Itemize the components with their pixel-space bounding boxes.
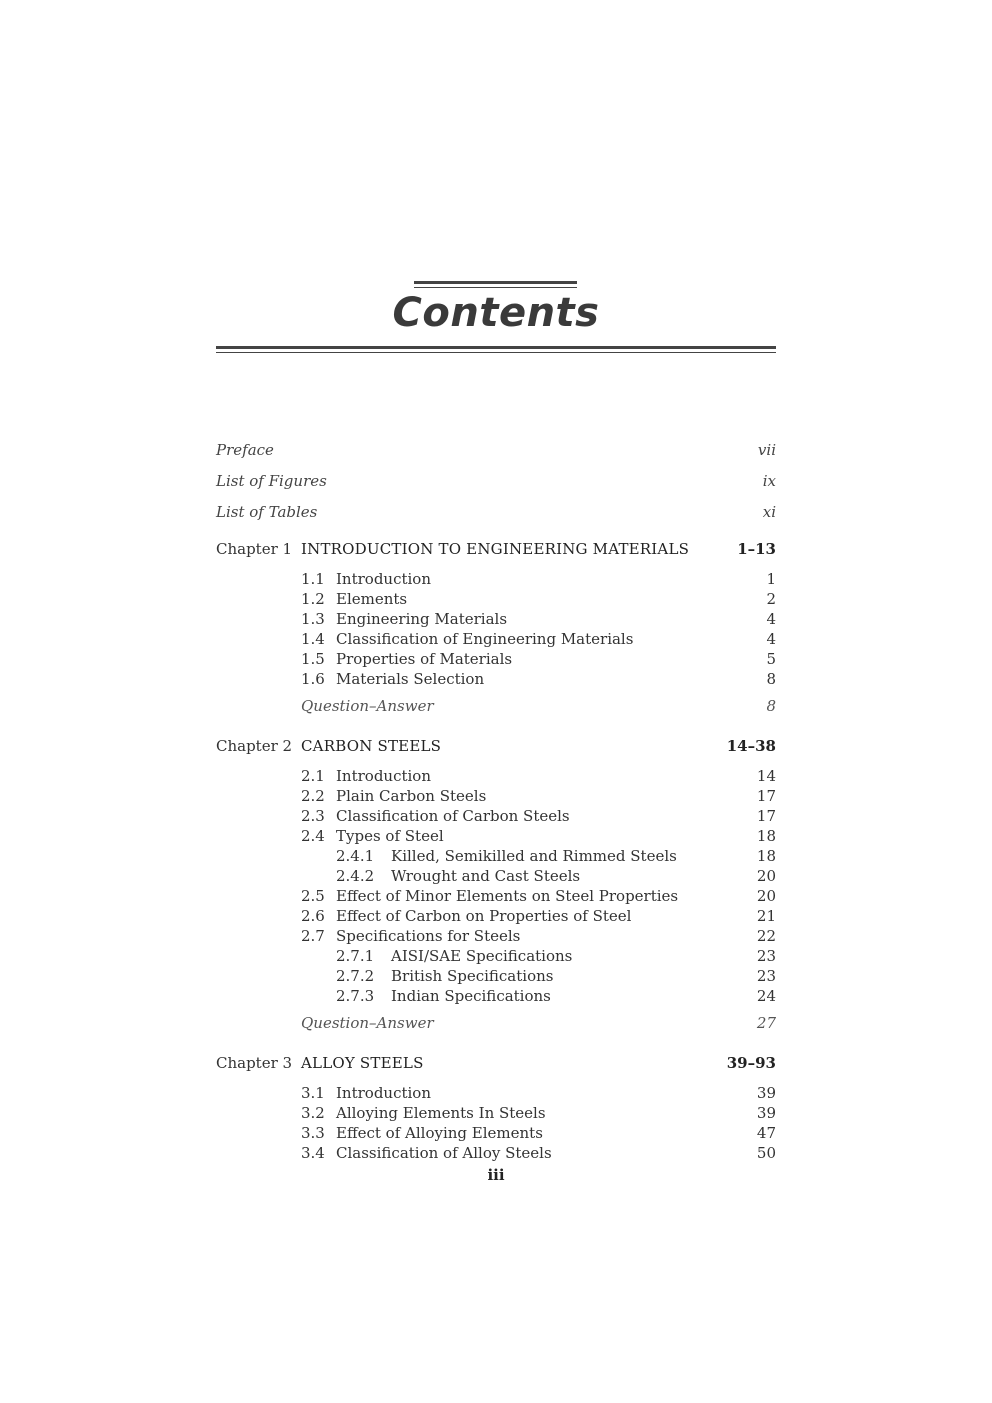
section-page: 5 — [766, 650, 776, 668]
chapter-title: INTRODUCTION TO ENGINEERING MATERIALS — [301, 540, 690, 558]
toc-front-matter-entry[interactable] — [216, 502, 776, 522]
section-page: 8 — [766, 670, 776, 688]
section-title: Effect of Carbon on Properties of Steel — [336, 907, 632, 925]
section-title: Specifications for Steels — [336, 927, 521, 945]
toc-section-entry[interactable] — [216, 826, 776, 846]
page-folio: iii — [487, 1166, 505, 1184]
section-page: 18 — [756, 847, 776, 865]
section-page: 50 — [756, 1144, 776, 1162]
chapter-title: CARBON STEELS — [301, 737, 442, 755]
front-matter-label: List of Figures — [216, 472, 327, 490]
toc-section-entry[interactable] — [216, 1083, 776, 1103]
section-page: 22 — [756, 927, 776, 945]
toc-subsection-entry[interactable] — [216, 846, 776, 866]
toc-subsection-entry[interactable] — [216, 946, 776, 966]
section-number: 2.4.2 — [336, 867, 375, 885]
section-title: Materials Selection — [336, 670, 485, 688]
section-title: Classification of Alloy Steels — [336, 1144, 552, 1162]
section-number: 3.2 — [301, 1104, 325, 1122]
section-title: Effect of Minor Elements on Steel Properties — [336, 887, 679, 905]
chapter-page-range: 39–93 — [726, 1054, 776, 1072]
toc-section-entry[interactable] — [216, 609, 776, 629]
toc-section-entry[interactable] — [216, 589, 776, 609]
section-number: 2.4 — [301, 827, 325, 845]
contents-page — [216, 0, 776, 1403]
toc-section-entry[interactable] — [216, 886, 776, 906]
chapter-page-range: 1–13 — [737, 540, 776, 558]
section-number: 3.4 — [301, 1144, 325, 1162]
section-number: 1.5 — [301, 650, 325, 668]
toc-question-answer-entry[interactable] — [216, 696, 776, 716]
toc-section-entry[interactable] — [216, 926, 776, 946]
chapter-label: Chapter 3 — [216, 1054, 293, 1072]
section-title: Engineering Materials — [336, 610, 508, 628]
section-page: 39 — [756, 1084, 776, 1102]
toc-chapter-heading[interactable] — [216, 539, 776, 559]
toc-section-entry[interactable] — [216, 806, 776, 826]
toc-section-entry[interactable] — [216, 786, 776, 806]
section-page: 39 — [756, 1104, 776, 1122]
section-title: Indian Specifications — [391, 987, 551, 1005]
chapter-page-range: 14–38 — [726, 737, 776, 755]
section-page: 2 — [766, 590, 776, 608]
question-answer-label: Question–Answer — [301, 697, 434, 715]
front-matter-label: List of Tables — [216, 503, 318, 521]
toc-section-entry[interactable] — [216, 569, 776, 589]
front-matter-page: vii — [757, 441, 776, 459]
section-page: 4 — [766, 630, 776, 648]
toc-front-matter-entry[interactable] — [216, 471, 776, 491]
section-title: Introduction — [336, 1084, 431, 1102]
section-page: 21 — [756, 907, 776, 925]
section-number: 2.7.1 — [336, 947, 375, 965]
section-title: Introduction — [336, 767, 431, 785]
question-answer-page: 27 — [756, 1014, 776, 1032]
section-number: 1.4 — [301, 630, 325, 648]
section-number: 2.7.2 — [336, 967, 375, 985]
section-title: AISI/SAE Specifications — [391, 947, 573, 965]
toc-section-entry[interactable] — [216, 1123, 776, 1143]
toc-section-entry[interactable] — [216, 906, 776, 926]
section-number: 2.7.3 — [336, 987, 375, 1005]
section-page: 1 — [766, 570, 776, 588]
section-page: 20 — [756, 887, 776, 905]
section-number: 2.1 — [301, 767, 325, 785]
toc-chapter-heading[interactable] — [216, 736, 776, 756]
section-number: 1.3 — [301, 610, 325, 628]
toc-section-entry[interactable] — [216, 649, 776, 669]
section-number: 2.4.1 — [336, 847, 375, 865]
title-top-rule — [414, 281, 577, 288]
section-title: Wrought and Cast Steels — [391, 867, 581, 885]
toc-section-entry[interactable] — [216, 669, 776, 689]
section-page: 4 — [766, 610, 776, 628]
section-title: Effect of Alloying Elements — [336, 1124, 543, 1142]
section-page: 14 — [756, 767, 776, 785]
section-number: 3.3 — [301, 1124, 325, 1142]
question-answer-page: 8 — [766, 697, 776, 715]
section-page: 20 — [756, 867, 776, 885]
section-number: 2.7 — [301, 927, 325, 945]
question-answer-label: Question–Answer — [301, 1014, 434, 1032]
section-page: 24 — [756, 987, 776, 1005]
section-number: 2.3 — [301, 807, 325, 825]
front-matter-page: xi — [762, 503, 776, 521]
chapter-label: Chapter 1 — [216, 540, 293, 558]
toc-section-entry[interactable] — [216, 1143, 776, 1163]
section-number: 1.2 — [301, 590, 325, 608]
section-page: 23 — [756, 947, 776, 965]
toc-section-entry[interactable] — [216, 766, 776, 786]
page-title: Contents — [392, 290, 600, 336]
title-bottom-rule — [216, 346, 776, 353]
section-page: 17 — [756, 787, 776, 805]
toc-chapter-heading[interactable] — [216, 1053, 776, 1073]
section-number: 2.2 — [301, 787, 325, 805]
section-number: 2.5 — [301, 887, 325, 905]
section-title: Elements — [336, 590, 408, 608]
section-title: Introduction — [336, 570, 431, 588]
toc-subsection-entry[interactable] — [216, 986, 776, 1006]
chapter-title: ALLOY STEELS — [301, 1054, 424, 1072]
section-title: Alloying Elements In Steels — [336, 1104, 546, 1122]
section-title: Plain Carbon Steels — [336, 787, 487, 805]
toc-subsection-entry[interactable] — [216, 966, 776, 986]
section-number: 1.1 — [301, 570, 325, 588]
section-title: British Specifications — [391, 967, 554, 985]
section-page: 23 — [756, 967, 776, 985]
toc-section-entry[interactable] — [216, 1103, 776, 1123]
section-title: Classification of Carbon Steels — [336, 807, 570, 825]
section-number: 3.1 — [301, 1084, 325, 1102]
front-matter-label: Preface — [216, 441, 274, 459]
toc-front-matter-entry[interactable] — [216, 440, 776, 460]
toc-question-answer-entry[interactable] — [216, 1013, 776, 1033]
section-page: 17 — [756, 807, 776, 825]
section-number: 1.6 — [301, 670, 325, 688]
toc-section-entry[interactable] — [216, 629, 776, 649]
front-matter-page: ix — [762, 472, 776, 490]
section-page: 18 — [756, 827, 776, 845]
section-title: Types of Steel — [336, 827, 444, 845]
section-title: Killed, Semikilled and Rimmed Steels — [391, 847, 677, 865]
toc-subsection-entry[interactable] — [216, 866, 776, 886]
section-title: Properties of Materials — [336, 650, 513, 668]
section-title: Classification of Engineering Materials — [336, 630, 634, 648]
section-page: 47 — [756, 1124, 776, 1142]
chapter-label: Chapter 2 — [216, 737, 293, 755]
section-number: 2.6 — [301, 907, 325, 925]
